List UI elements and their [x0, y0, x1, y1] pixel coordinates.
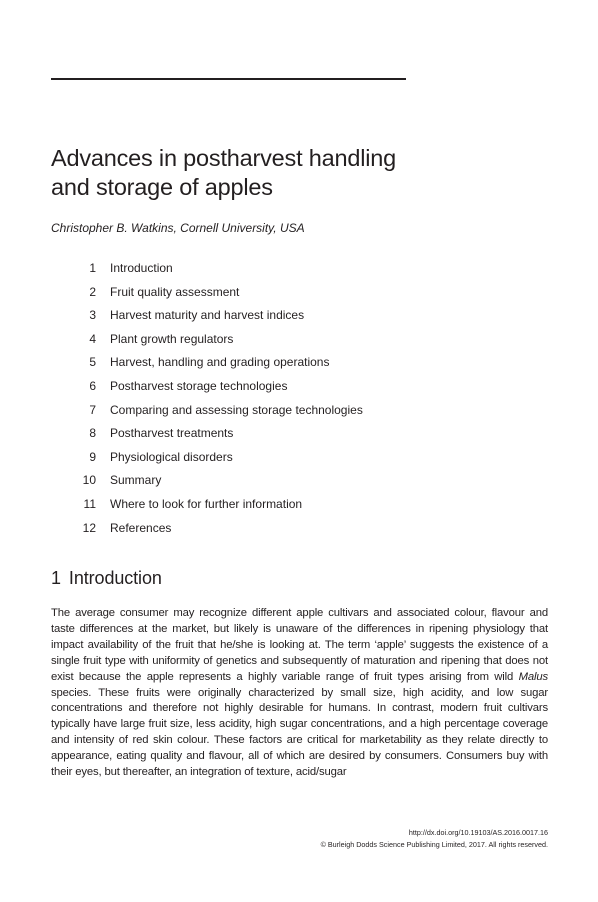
footer-doi: http://dx.doi.org/10.19103/AS.2016.0017.16	[408, 828, 548, 837]
toc-item-number: 10	[82, 473, 96, 488]
body-paragraph	[51, 606, 548, 781]
toc-item-number: 5	[89, 355, 96, 370]
toc-item	[70, 448, 490, 472]
paragraph-part-1: The average consumer may recognize different apple cultivars and associated colour, flavour and taste differences at the market, but likely is unaware of the differences in ripening physiology that impact availability of the fruit that he/she is looking at. The term ‘apple’ suggests the existence of a single fruit type with uniformity of genetics and subsequently of maturation and ripening that does not exist because the apple represents a highly variable range of fruit types arising from wild	[51, 607, 548, 683]
toc-item	[70, 283, 490, 307]
toc-item-label: Where to look for further information	[110, 496, 303, 511]
title-line-1: Advances in postharvest handling	[51, 145, 397, 171]
toc-item-label: Postharvest treatments	[110, 426, 234, 441]
toc-item-number: 4	[89, 331, 96, 346]
toc-item-label: Postharvest storage technologies	[110, 378, 288, 393]
section-number: 1	[51, 568, 61, 588]
paragraph-italic: Malus	[518, 670, 548, 683]
footer-copyright: © Burleigh Dodds Science Publishing Limited, 2017. All rights reserved.	[320, 840, 548, 849]
toc-item-label: Fruit quality assessment	[110, 284, 240, 299]
toc-item-label: References	[110, 520, 172, 535]
toc-item-label: Plant growth regulators	[110, 331, 234, 346]
page-footer	[321, 827, 548, 851]
toc-item-number: 12	[82, 520, 96, 535]
author-line: Christopher B. Watkins, Cornell University, USA	[51, 221, 305, 235]
chapter-title	[51, 144, 521, 202]
toc-item-label: Summary	[110, 473, 162, 488]
top-rule	[51, 78, 406, 80]
toc-item-number: 1	[89, 261, 96, 275]
toc-item	[70, 259, 490, 283]
toc-item-number: 2	[89, 284, 96, 299]
toc-item-number: 9	[89, 449, 96, 464]
toc-item-number: 8	[89, 426, 96, 441]
paragraph-part-2: species. These fruits were originally characterized by small size, high acidity, and low sugar concentrations and therefore not highly desirable for humans. In contrast, modern fruit cultivars typically have large fruit size, less acidity, high sugar concentrations, and a high percentage coverage and intensity of red skin colour. These factors are critical for marketability as they relate directly to appearance, eating quality and flavour, all of which are desired by consumers. Consumers buy with their eyes, but thereafter, an integration of texture, acid/sugar	[51, 686, 548, 779]
toc-item-label: Physiological disorders	[110, 449, 233, 464]
toc-item	[70, 330, 490, 354]
title-line-2: and storage of apples	[51, 174, 273, 200]
toc-item-label: Harvest, handling and grading operations	[110, 355, 330, 370]
toc-item	[70, 495, 490, 519]
table-of-contents	[70, 259, 490, 542]
toc-item	[70, 471, 490, 495]
toc-item	[70, 377, 490, 401]
toc-item-number: 11	[83, 496, 96, 511]
section-heading	[51, 568, 162, 589]
toc-item	[70, 401, 490, 425]
toc-item	[70, 519, 490, 543]
toc-item	[70, 353, 490, 377]
toc-item-number: 7	[89, 402, 96, 417]
toc-item-label: Introduction	[110, 261, 173, 275]
toc-item	[70, 424, 490, 448]
toc-item-number: 6	[89, 378, 96, 393]
section-title: Introduction	[68, 568, 162, 588]
toc-item-number: 3	[89, 308, 96, 323]
toc-item	[70, 306, 490, 330]
toc-item-label: Harvest maturity and harvest indices	[110, 308, 305, 323]
toc-item-label: Comparing and assessing storage technologies	[110, 402, 363, 417]
